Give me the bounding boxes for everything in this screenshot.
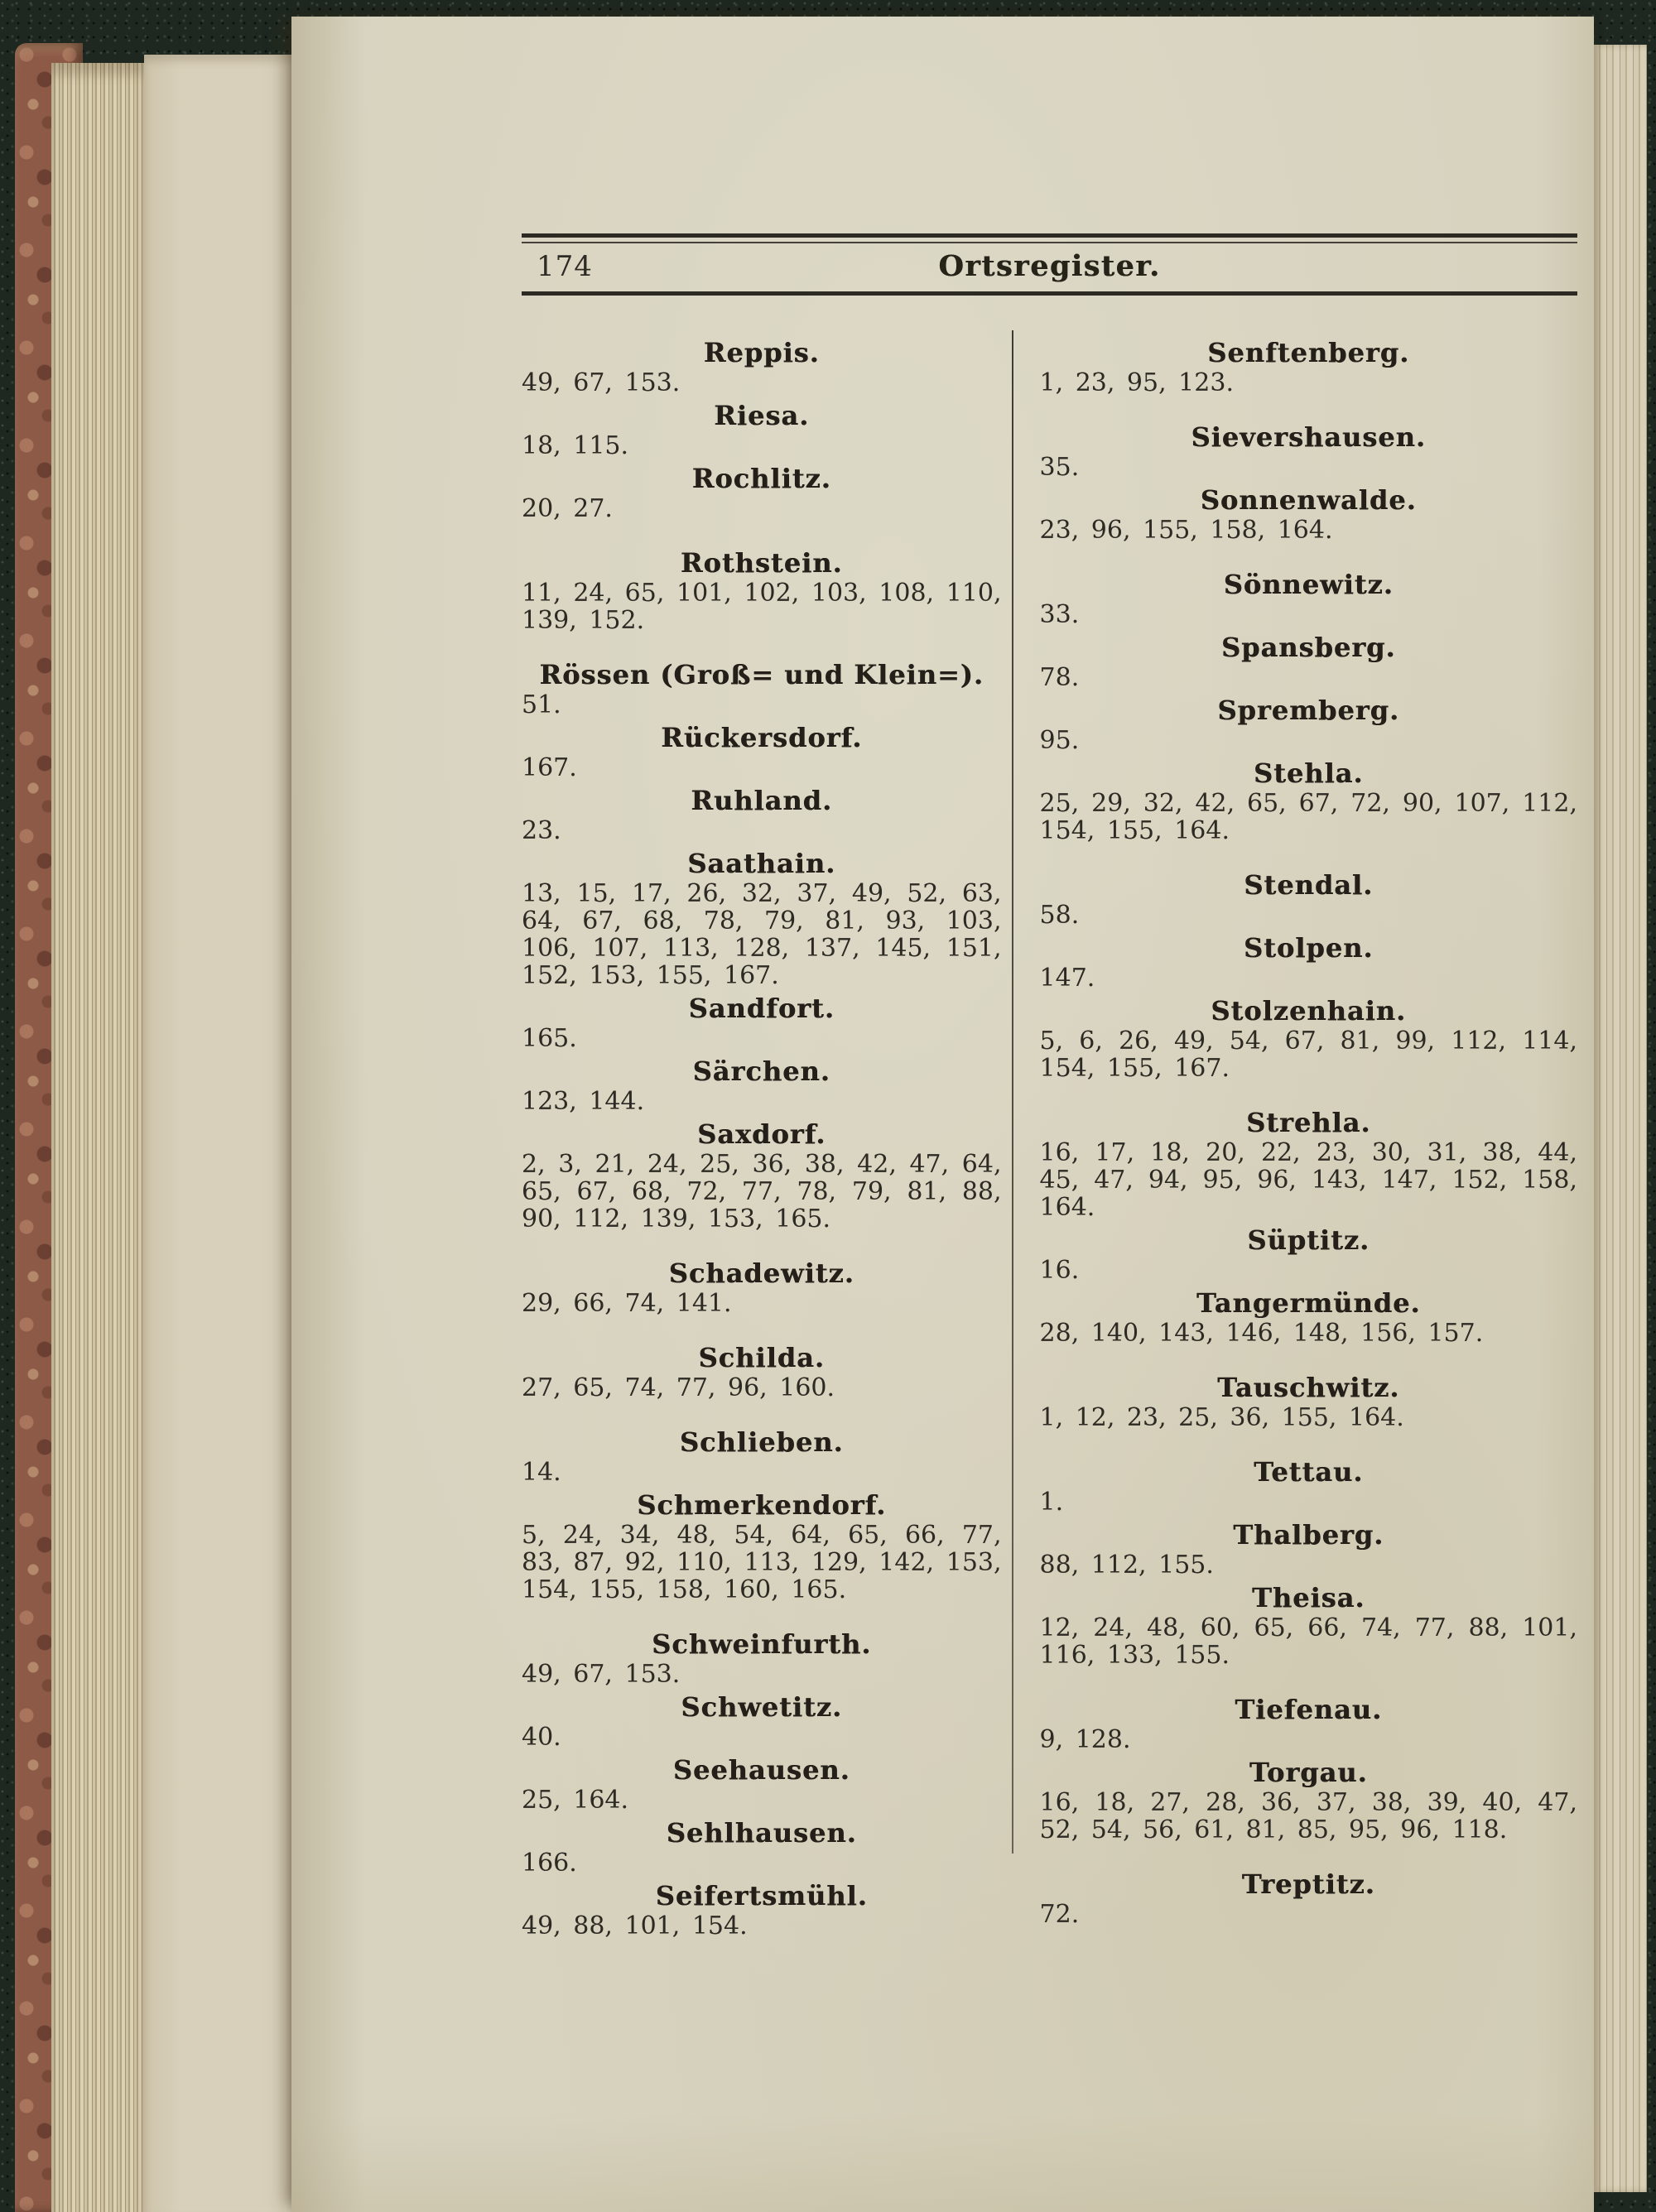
header-rule-bottom [522, 291, 1577, 296]
place-name: Thalberg. [1233, 1519, 1384, 1551]
place-name: Rössen (Groß= und Klein=). [539, 659, 984, 690]
index-entry [1040, 1373, 1577, 1431]
index-entry [522, 1693, 1002, 1751]
index-entry [1040, 934, 1577, 992]
under-page-edge [144, 55, 295, 2212]
index-entry [522, 1491, 1002, 1604]
index-columns [522, 339, 1577, 1940]
index-entry [1040, 1226, 1577, 1284]
place-name: Sonnenwalde. [1200, 484, 1417, 516]
page-references: 29, 66, 74, 141. [522, 1289, 732, 1318]
place-name: Strehla. [1246, 1107, 1371, 1138]
page-references: 16, 17, 18, 20, 22, 23, 30, 31, 38, 44, 45, 47, 94, 95, 96, 143, 147, 152, 158, 164. [1039, 1138, 1577, 1222]
page-references: 18, 115. [522, 431, 629, 460]
page-references: 9, 128. [1039, 1725, 1131, 1754]
index-entry [1040, 339, 1577, 397]
place-name: Rochlitz. [691, 463, 831, 494]
page-references: 25, 164. [522, 1786, 629, 1815]
place-name: Reppis. [703, 337, 820, 368]
index-entry [522, 402, 1002, 459]
index-entry [522, 724, 1002, 781]
page-references: 95. [1039, 726, 1080, 755]
page-references: 28, 140, 143, 146, 148, 156, 157. [1039, 1319, 1484, 1348]
index-entry [522, 549, 1002, 634]
place-name: Tiefenau. [1235, 1694, 1383, 1725]
place-name: Senftenberg. [1207, 337, 1410, 368]
page-references: 51. [522, 690, 561, 719]
page-references: 78. [1039, 663, 1080, 692]
header-rule-top-thick [522, 233, 1577, 238]
index-entry [522, 786, 1002, 844]
index-column-right [1040, 339, 1577, 1940]
page-references: 33. [1039, 600, 1080, 629]
place-name: Rückersdorf. [661, 722, 863, 753]
place-name: Tangermünde. [1196, 1287, 1421, 1319]
page-references: 16, 18, 27, 28, 36, 37, 38, 39, 40, 47, 52, 54, 56, 61, 81, 85, 95, 96, 118. [1039, 1788, 1577, 1844]
column-divider [1012, 330, 1013, 1854]
index-entry [1040, 1870, 1577, 1928]
page-references: 12, 24, 48, 60, 65, 66, 74, 77, 88, 101, 116, 133, 155. [1039, 1613, 1577, 1670]
place-name: Stehla. [1253, 757, 1364, 789]
place-name: Theisa. [1252, 1582, 1365, 1613]
index-entry [522, 1819, 1002, 1877]
page-references: 1, 23, 95, 123. [1039, 368, 1234, 397]
place-name: Sievershausen. [1191, 421, 1427, 453]
page-references: 58. [1039, 901, 1080, 930]
page-references: 1. [1039, 1488, 1064, 1517]
index-column-left [522, 339, 1002, 1940]
place-name: Schmerkendorf. [637, 1489, 887, 1521]
index-entry [1040, 696, 1577, 754]
index-entry [1040, 1758, 1577, 1844]
place-name: Särchen. [692, 1056, 830, 1087]
place-name: Rothstein. [680, 547, 843, 579]
page-references: 16. [1039, 1256, 1080, 1285]
page-header [522, 243, 1577, 291]
page-references: 23. [522, 816, 561, 845]
index-entry [522, 1428, 1002, 1486]
place-name: Seifertsmühl. [655, 1880, 868, 1911]
index-entry [522, 994, 1002, 1052]
place-name: Schilda. [698, 1342, 825, 1373]
page-references: 166. [522, 1849, 577, 1878]
printed-content [522, 233, 1577, 1940]
index-entry [522, 339, 1002, 397]
index-entry [522, 1756, 1002, 1814]
page-references: 5, 24, 34, 48, 54, 64, 65, 66, 77, 83, 87, 92, 110, 113, 129, 142, 153, 154, 155, 158, 160, 165. [522, 1521, 1002, 1604]
page-references: 14. [522, 1458, 561, 1487]
place-name: Sehlhausen. [666, 1817, 857, 1849]
page-references: 72. [1039, 1900, 1080, 1929]
page-references: 23, 96, 155, 158, 164. [1039, 516, 1333, 545]
place-name: Stolpen. [1244, 932, 1374, 964]
page-references: 35. [1039, 453, 1080, 482]
index-entry [1040, 570, 1577, 628]
page-references: 11, 24, 65, 101, 102, 103, 108, 110, 139, 152. [522, 579, 1002, 635]
place-name: Stolzenhain. [1211, 995, 1407, 1027]
page-references: 49, 88, 101, 154. [522, 1911, 748, 1940]
index-entry [522, 1344, 1002, 1402]
place-name: Ruhland. [691, 785, 833, 816]
index-entry [522, 1120, 1002, 1233]
page-edge-stack-left [51, 63, 144, 2212]
place-name: Spansberg. [1220, 632, 1396, 663]
place-name: Saathain. [687, 848, 836, 879]
index-entry [1040, 759, 1577, 844]
index-entry [1040, 633, 1577, 691]
index-entry [522, 849, 1002, 989]
page-references: 147. [1039, 964, 1095, 993]
page-references: 5, 6, 26, 49, 54, 67, 81, 99, 112, 114, 154, 155, 167. [1039, 1027, 1577, 1083]
place-name: Treptitz. [1241, 1868, 1375, 1900]
page-references: 13, 15, 17, 26, 32, 37, 49, 52, 63, 64, 67, 68, 78, 79, 81, 93, 103, 106, 107, 113, 128, 137, 145, 151, 152, 153, 155, 167. [522, 879, 1002, 990]
place-name: Stendal. [1244, 869, 1374, 901]
page-title: Ortsregister. [938, 249, 1161, 283]
index-entry [1040, 871, 1577, 929]
place-name: Sönnewitz. [1223, 569, 1394, 600]
page-edge-stack-right [1594, 45, 1647, 2192]
page-references: 123, 144. [522, 1087, 645, 1116]
page-references: 167. [522, 753, 577, 782]
place-name: Schweinfurth. [652, 1628, 872, 1660]
place-name: Torgau. [1249, 1757, 1368, 1788]
place-name: Spremberg. [1217, 695, 1400, 726]
index-entry [1040, 423, 1577, 481]
index-entry [1040, 1521, 1577, 1579]
index-entry [522, 1259, 1002, 1317]
page-references: 1, 12, 23, 25, 36, 155, 164. [1039, 1403, 1404, 1432]
index-entry [522, 1057, 1002, 1115]
place-name: Riesa. [714, 400, 810, 431]
page-references: 27, 65, 74, 77, 96, 160. [522, 1373, 835, 1402]
index-entry [1040, 1108, 1577, 1221]
index-entry [522, 1882, 1002, 1940]
place-name: Saxdorf. [697, 1118, 826, 1150]
place-name: Schadewitz. [668, 1257, 854, 1289]
place-name: Sandfort. [688, 993, 835, 1024]
book-page [291, 17, 1594, 2212]
index-entry [1040, 1458, 1577, 1516]
page-references: 25, 29, 32, 42, 65, 67, 72, 90, 107, 112, 154, 155, 164. [1039, 789, 1577, 845]
index-entry [1040, 1695, 1577, 1753]
page-references: 40. [522, 1723, 561, 1752]
page-references: 88, 112, 155. [1039, 1551, 1214, 1580]
page-references: 49, 67, 153. [522, 1660, 681, 1689]
page-references: 2, 3, 21, 24, 25, 36, 38, 42, 47, 64, 65, 67, 68, 72, 77, 78, 79, 81, 88, 90, 112, 139, 153, 165. [522, 1150, 1002, 1233]
place-name: Schwetitz. [681, 1691, 843, 1723]
index-entry [1040, 997, 1577, 1082]
place-name: Tauschwitz. [1217, 1372, 1400, 1403]
place-name: Tettau. [1254, 1456, 1364, 1488]
index-entry [522, 661, 1002, 719]
page-number: 174 [537, 250, 593, 283]
place-name: Schlieben. [679, 1426, 844, 1458]
index-entry [1040, 1289, 1577, 1347]
page-references: 20, 27. [522, 494, 613, 523]
place-name: Süptitz. [1247, 1224, 1370, 1256]
index-entry [1040, 486, 1577, 544]
page-references: 49, 67, 153. [522, 368, 681, 397]
place-name: Seehausen. [672, 1754, 850, 1786]
index-entry [522, 1630, 1002, 1688]
index-entry [1040, 1584, 1577, 1669]
page-references: 165. [522, 1024, 577, 1053]
index-entry [522, 464, 1002, 522]
